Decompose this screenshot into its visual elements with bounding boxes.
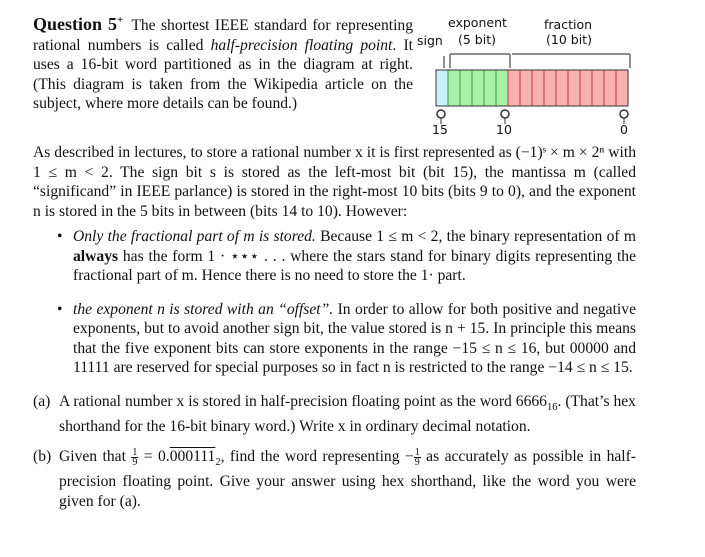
sign-label: sign — [417, 33, 443, 48]
bit-10-label: 10 — [496, 122, 512, 137]
bit-box-15 — [436, 70, 448, 106]
exponent-size-label: (5 bit) — [458, 32, 496, 47]
bit-box-10 — [496, 70, 508, 106]
part-a: (a) A rational number x is stored in half-precision floating point as the word $6666_{16}$. (That’s hex shorthand for the 16-bit binary word.) Write x in ordinary decimal notation. — [33, 392, 636, 436]
half-precision-term: half-precision floating point — [210, 36, 393, 54]
fraction-label: fraction — [544, 17, 593, 32]
fraction-one-ninth: $\frac{1}{9}$ — [132, 446, 138, 468]
fraction-one-ninth-neg: $\frac{1}{9}$ — [414, 446, 420, 468]
fraction-size-label: (10 bit) — [546, 32, 592, 47]
question-title: Question 5+ — [33, 14, 124, 34]
bit-box-7 — [532, 70, 544, 106]
bit-box-11 — [484, 70, 496, 106]
bit-box-12 — [472, 70, 484, 106]
bit-box-4 — [568, 70, 580, 106]
bit-box-1 — [604, 70, 616, 106]
bullet-mantissa: • Only the fractional part of m is stored. Because 1 ≤ m < 2, the binary representation of m always has the form 1 · ⋆⋆⋆ . . . where the stars stand for binary digits representing the fractional part of m. Hence there is no need to store the 1· part. — [57, 228, 637, 284]
exponent-label: exponent — [448, 15, 507, 30]
bit-box-0 — [616, 70, 628, 106]
bit-box-13 — [460, 70, 472, 106]
part-b: (b) Given that $\frac{1}{9}$ = $0.000111_2$, find the word representing − $\frac{1}{9}$ as accurately as possible in half-precision floating point. Give your answer using hex shorthand, like the word you were given for (a). — [33, 446, 637, 510]
bit-box-8 — [520, 70, 532, 106]
bit-layout-diagram — [414, 12, 644, 142]
bit-boxes-svg — [414, 12, 644, 142]
bit-0-label: 0 — [620, 122, 628, 137]
bullet-exponent: • the exponent n is stored with an “offset”. In order to allow for both positive and negative exponents, but to avoid another sign bit, the value stored is n + 15. In principle this means that the five exponent bits can store exponents in the range −15 ≤ n ≤ 16, but 00000 and 11111 are reserved for special purposes so in fact n is restricted to the range −14 ≤ n ≤ 15. — [57, 300, 636, 376]
bit-box-14 — [448, 70, 460, 106]
bit-15-label: 15 — [432, 122, 448, 137]
bit-box-3 — [580, 70, 592, 106]
bit-box-6 — [544, 70, 556, 106]
bit-box-2 — [592, 70, 604, 106]
bit-box-5 — [556, 70, 568, 106]
question-body — [33, 143, 636, 511]
bit-box-9 — [508, 70, 520, 106]
bullet-list — [33, 227, 636, 378]
description-paragraph: As described in lectures, to store a rational number x it is first represented as (−1)ˢ × m × 2ⁿ with 1 ≤ m < 2. The sign bit s is stored as the left-most bit (bit 15), the mantissa m (called “significand” in IEEE parlance) is stored in the right-most 10 bits (bits 9 to 0), and the exponent n is stored in the 5 bits in between (bits 14 to 10). However: — [33, 144, 636, 220]
question-intro: Question 5+ The shortest IEEE standard for representing rational numbers is called half-precision floating point. It uses a 16-bit word partitioned as in the diagram at right. (This diagram is taken from the Wikipedia article on the subject, where more details can be found.) — [33, 14, 413, 112]
